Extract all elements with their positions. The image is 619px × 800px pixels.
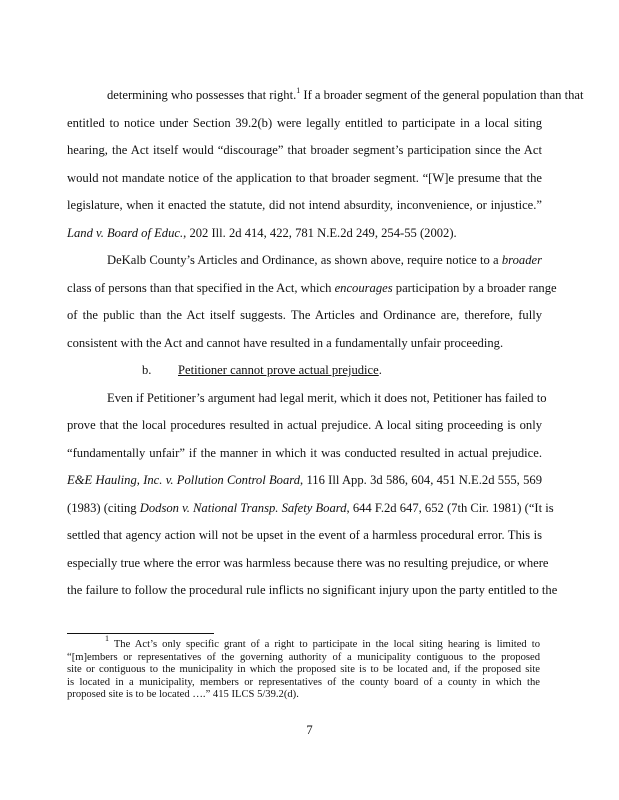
page-number: 7 (306, 723, 313, 737)
body-line (67, 171, 542, 185)
footnote-line (67, 689, 540, 701)
text-run: settled that agency action will not be upset in the event of a harmless procedural error. This is (67, 528, 542, 542)
text-run: “fundamentally unfair” if the manner in which it was conducted resulted in actual prejudice. (67, 445, 542, 460)
body-line (107, 253, 542, 267)
body-line (67, 336, 542, 350)
case-citation: E&E Hauling, Inc. v. Pollution Control Board (67, 473, 301, 487)
section-heading (178, 363, 382, 377)
case-citation: Land v. Board of Educ. (67, 225, 184, 240)
text-run: “[m]embers or representatives of the governing authority of a municipality contiguous to the proposed (67, 651, 540, 663)
footnote-line (67, 664, 540, 676)
body-line (67, 116, 542, 130)
body-line (67, 198, 542, 212)
text-run: site or contiguous to the municipality in which the proposed site is to be located and, if the proposed site (67, 664, 540, 676)
text-run: If a broader segment of the general population than that (300, 88, 584, 102)
text-run: , 644 F.2d 647, 652 (7th Cir. 1981) (“It is (346, 500, 554, 515)
text-run: legislature, when it enacted the statute, did not intend absurdity, inconvenience, or injustice.” (67, 198, 542, 212)
footnote-marker: 1 (296, 86, 301, 95)
text-run: prove that the local procedures resulted in actual prejudice. A local siting proceeding is only (67, 418, 542, 432)
case-citation: encourages (334, 280, 393, 295)
text-run: (1983) (citing (67, 500, 140, 515)
text-run: , 202 Ill. 2d 414, 422, 781 N.E.2d 249, 254-55 (2002). (183, 225, 457, 240)
text-run: class of persons than that specified in the Act, which (67, 280, 335, 295)
text-run: consistent with the Act and cannot have resulted in a fundamentally unfair proceeding. (67, 335, 504, 350)
text-run: The Act’s only specific grant of a right to participate in the local siting hearing is limited to (109, 639, 540, 650)
text-run: entitled to notice under Section 39.2(b) were legally entitled to participate in a local siting (67, 115, 542, 130)
footnote-line (67, 677, 540, 689)
text-run: the failure to follow the procedural rule inflicts no significant injury upon the party entitled to the (67, 583, 558, 597)
text-run: of the public than the Act itself suggests. The Articles and Ordinance are, therefore, fully (67, 308, 542, 322)
text-run: especially true where the error was harmless because there was no resulting prejudice, or where (67, 555, 549, 570)
body-line (67, 226, 542, 240)
text-run: is located in a municipality, members or representatives of the county board of a county in which the (67, 676, 540, 688)
text-run: Even if Petitioner’s argument had legal merit, which it does not, Petitioner has failed to (107, 390, 547, 405)
footnote-line (105, 634, 540, 651)
text-run: proposed site is to be located ….” 415 ILCS 5/39.2(d). (67, 689, 299, 701)
case-citation: Dodson v. National Transp. Safety Board (139, 500, 347, 515)
body-line (67, 500, 554, 515)
body-line (107, 390, 547, 405)
body-line (67, 308, 542, 322)
footnote-separator (67, 633, 214, 634)
footnote-line (67, 652, 540, 664)
text-run: DeKalb County’s Articles and Ordinance, as shown above, require notice to a (107, 253, 502, 267)
body-line (67, 528, 542, 542)
case-citation: broader (501, 253, 542, 267)
body-line (67, 143, 542, 157)
body-line (67, 280, 557, 295)
body-line (67, 583, 558, 597)
body-line (67, 555, 549, 570)
body-line (107, 86, 584, 102)
text-run: determining who possesses that right. (107, 88, 297, 102)
text-run: participation by a broader range (392, 280, 557, 295)
text-run: , 116 Ill App. 3d 586, 604, 451 N.E.2d 555, 569 (300, 473, 543, 487)
text-run: would not mandate notice of the application to that broader segment. “[W]e presume that the (67, 170, 542, 185)
body-line (67, 446, 542, 460)
section-heading-title: Petitioner cannot prove actual prejudice (178, 363, 379, 377)
text-run: hearing, the Act itself would “discourage” that broader segment’s participation since the Act (67, 143, 542, 157)
section-heading-period: . (378, 363, 382, 377)
footnote-marker: 1 (105, 634, 109, 643)
body-line (67, 473, 542, 487)
section-heading-number: b. (142, 363, 152, 377)
body-line (67, 418, 542, 432)
